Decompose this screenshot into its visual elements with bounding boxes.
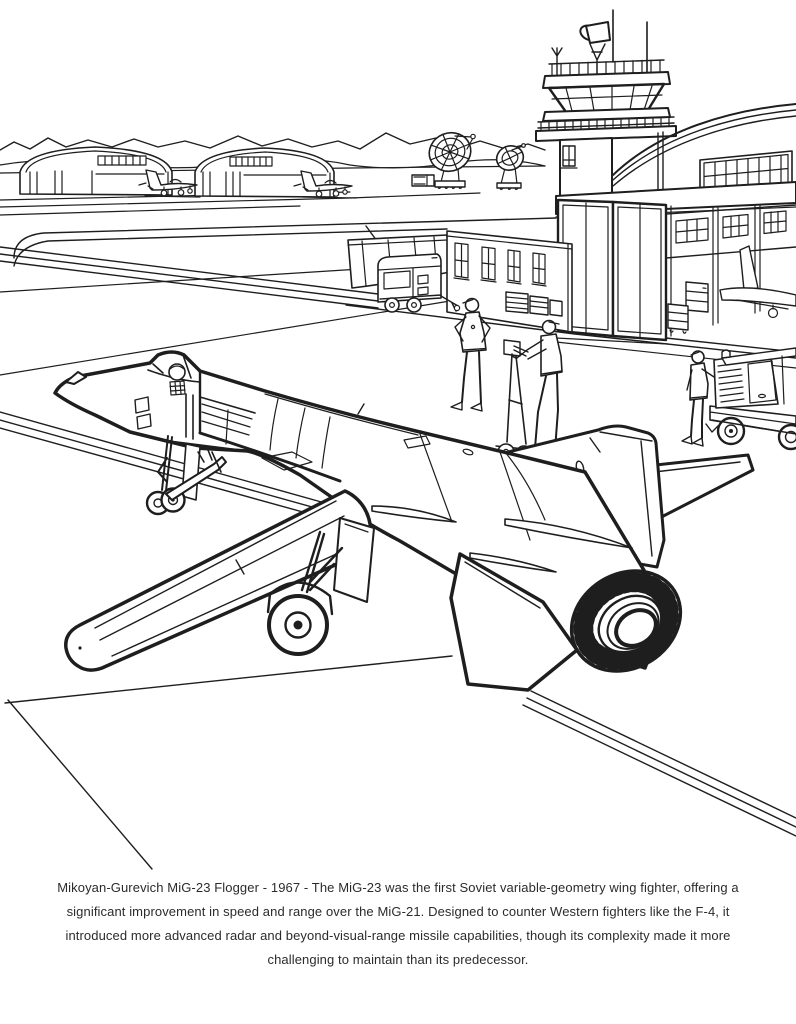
hangar-interior xyxy=(666,205,796,352)
beacon-lamp xyxy=(722,350,730,358)
pavement-joint-lines xyxy=(5,656,796,869)
ground-crew-by-truck xyxy=(682,351,714,446)
radar-dish-large xyxy=(412,127,477,189)
control-tower xyxy=(536,10,676,196)
tool-cart xyxy=(668,304,688,330)
arched-hangars-left xyxy=(20,147,334,197)
cabinet xyxy=(686,282,708,312)
mig-23-aircraft xyxy=(55,352,753,691)
flatbed-generator-truck xyxy=(706,348,796,449)
wing xyxy=(66,491,371,670)
nose-landing-gear xyxy=(147,436,200,514)
caption: Mikoyan-Gurevich MiG-23 Flogger - 1967 - The MiG-23 was the first Soviet variable-geometry wing fighter, offering a significant improvement in speed and range over the MiG-21. Designed to counter Western fighters like the F-4, it introduced more advanced radar and beyond-visual-range missile capabilities, though its complexity made it more challenging to maintain than its predecessor. xyxy=(57,880,739,967)
